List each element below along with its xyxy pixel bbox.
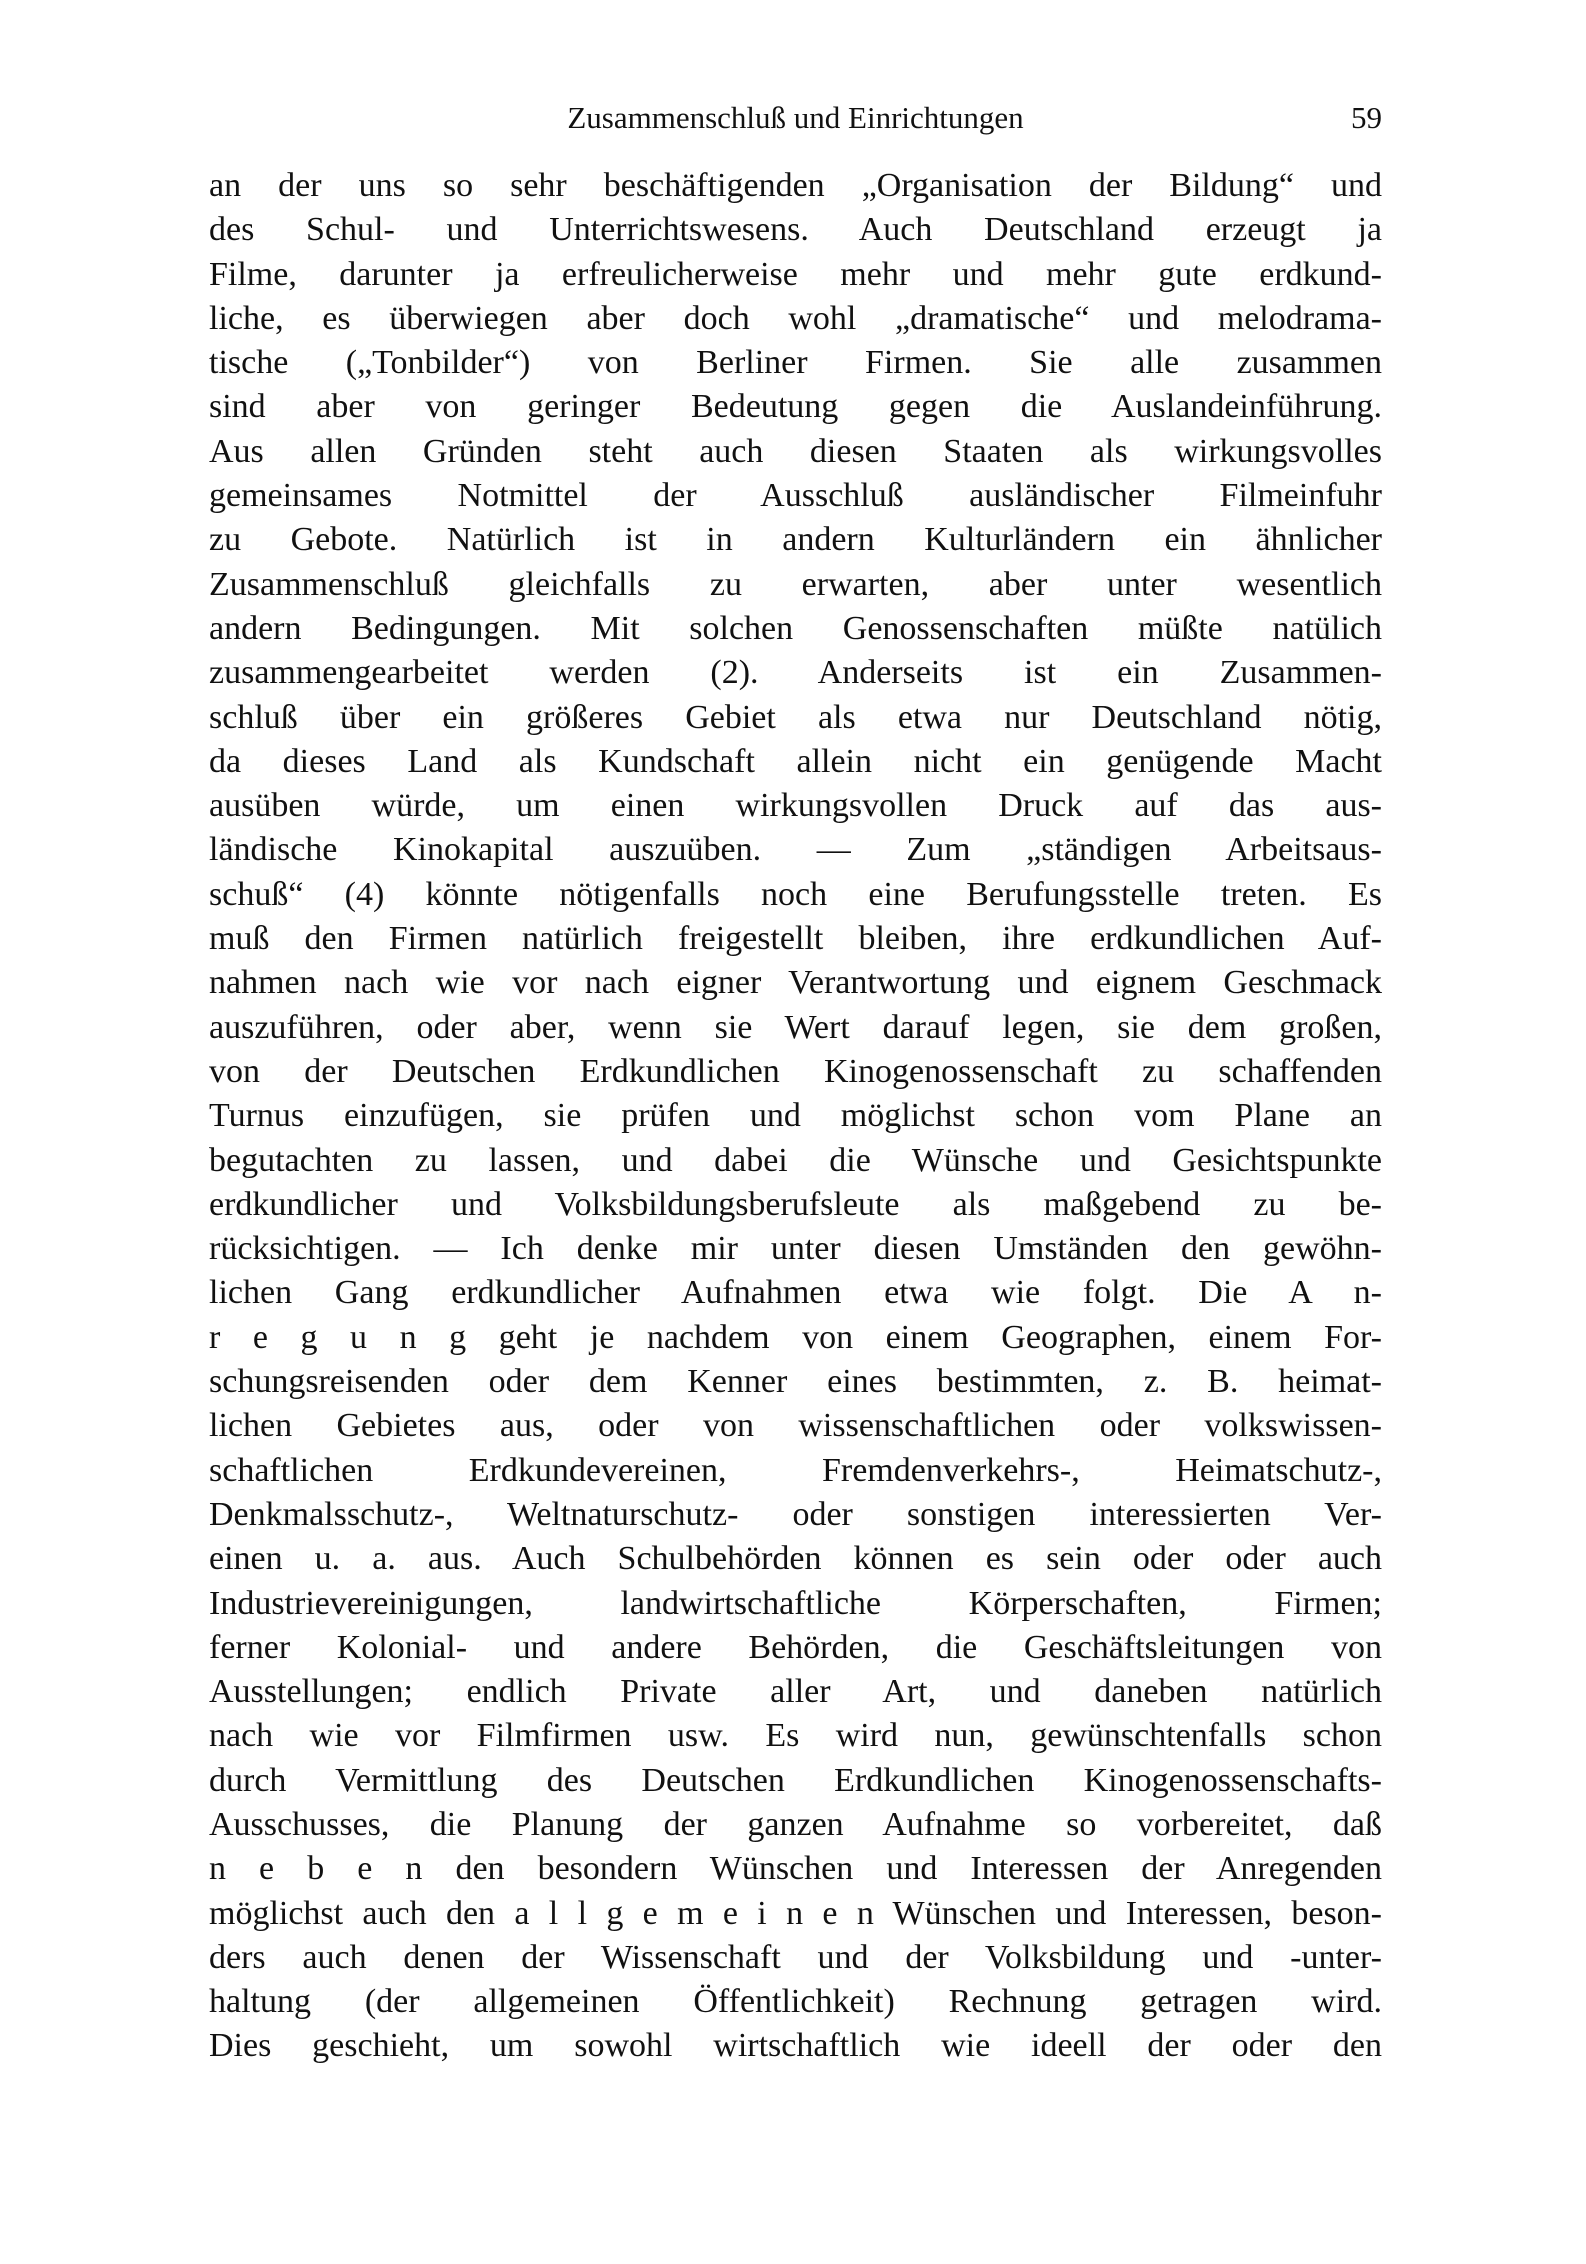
text-line: Turnus einzufügen, sie prüfen und möglichst schon vom Plane an (209, 1097, 1382, 1135)
running-title: Zusammenschluß und Einrichtungen (567, 100, 1024, 135)
text-line: auszuführen, oder aber, wenn sie Wert darauf legen, sie dem großen, (209, 1008, 1382, 1046)
text-line: sind aber von geringer Bedeutung gegen die Auslandeinführung. (209, 388, 1382, 426)
text-line: von der Deutschen Erdkundlichen Kinogenossenschaft zu schaffenden (209, 1052, 1382, 1090)
text-line: liche, es überwiegen aber doch wohl „dramatische“ und melodrama- (209, 299, 1382, 337)
text-line: nach wie vor Filmfirmen usw. Es wird nun, gewünschtenfalls schon (209, 1717, 1382, 1755)
page-header (209, 100, 1382, 144)
text-line: Dies geschieht, um sowohl wirtschaftlich wie ideell der oder den (209, 2027, 1382, 2065)
text-line: r e g u n g geht je nachdem von einem Geographen, einem For- (209, 1318, 1382, 1356)
text-line: muß den Firmen natürlich freigestellt bleiben, ihre erdkundlichen Auf- (209, 920, 1382, 958)
text-line: zu Gebote. Natürlich ist in andern Kulturländern ein ähnlicher (209, 521, 1382, 559)
text-line: lichen Gang erdkundlicher Aufnahmen etwa wie folgt. Die A n- (209, 1274, 1382, 1312)
text-line: ferner Kolonial- und andere Behörden, die Geschäftsleitungen von (209, 1628, 1382, 1666)
text-line: Aus allen Gründen steht auch diesen Staaten als wirkungsvolles (209, 432, 1382, 470)
text-line: Zusammenschluß gleichfalls zu erwarten, aber unter wesentlich (209, 565, 1382, 603)
text-line: schluß über ein größeres Gebiet als etwa nur Deutschland nötig, (209, 698, 1382, 736)
text-line: möglichst auch den a l l g e m e i n e n Wünschen und Interessen, beson- (209, 1894, 1382, 1932)
text-line: schungsreisenden oder dem Kenner eines bestimmten, z. B. heimat- (209, 1363, 1382, 1401)
text-line: andern Bedingungen. Mit solchen Genossenschaften müßte natülich (209, 609, 1382, 647)
text-line: schaftlichen Erdkundevereinen, Fremdenverkehrs-, Heimatschutz-, (209, 1451, 1382, 1489)
text-line: rücksichtigen. — Ich denke mir unter diesen Umständen den gewöhn- (209, 1230, 1382, 1268)
text-line: ländische Kinokapital auszuüben. — Zum „ständigen Arbeitsaus- (209, 831, 1382, 869)
text-line: begutachten zu lassen, und dabei die Wünsche und Gesichtspunkte (209, 1141, 1382, 1179)
text-line: Ausschusses, die Planung der ganzen Aufnahme so vorbereitet, daß (209, 1805, 1382, 1843)
text-line: tische („Tonbilder“) von Berliner Firmen. Sie alle zusammen (209, 344, 1382, 382)
text-line: schuß“ (4) könnte nötigenfalls noch eine Berufungsstelle treten. Es (209, 875, 1382, 913)
text-line: ausüben würde, um einen wirkungsvollen Druck auf das aus- (209, 787, 1382, 825)
text-line: ders auch denen der Wissenschaft und der Volksbildung und -unter- (209, 1938, 1382, 1976)
text-line: einen u. a. aus. Auch Schulbehörden können es sein oder oder auch (209, 1540, 1382, 1578)
text-line: nahmen nach wie vor nach eigner Verantwortung und eignem Geschmack (209, 964, 1382, 1002)
page-number: 59 (1351, 100, 1382, 135)
text-line: durch Vermittlung des Deutschen Erdkundlichen Kinogenossenschafts- (209, 1761, 1382, 1799)
text-line: haltung (der allgemeinen Öffentlichkeit) Rechnung getragen wird. (209, 1983, 1382, 2021)
text-line: lichen Gebietes aus, oder von wissenschaftlichen oder volkswissen- (209, 1407, 1382, 1445)
text-line: zusammengearbeitet werden (2). Anderseits ist ein Zusammen- (209, 654, 1382, 692)
body-text (209, 164, 1382, 2069)
text-line: Ausstellungen; endlich Private aller Art, und daneben natürlich (209, 1673, 1382, 1711)
text-line: erdkundlicher und Volksbildungsberufsleute als maßgebend zu be- (209, 1185, 1382, 1223)
text-line: Denkmalsschutz-, Weltnaturschutz- oder sonstigen interessierten Ver- (209, 1495, 1382, 1533)
text-line: an der uns so sehr beschäftigenden „Organisation der Bildung“ und (209, 167, 1382, 204)
text-line: gemeinsames Notmittel der Ausschluß ausländischer Filmeinfuhr (209, 477, 1382, 515)
text-line: Industrievereinigungen, landwirtschaftliche Körperschaften, Firmen; (209, 1584, 1382, 1622)
text-line: Filme, darunter ja erfreulicherweise mehr und mehr gute erdkund- (209, 255, 1382, 293)
text-line: n e b e n den besondern Wünschen und Interessen der Anregenden (209, 1850, 1382, 1888)
text-line: des Schul- und Unterrichtswesens. Auch Deutschland erzeugt ja (209, 211, 1382, 249)
text-line: da dieses Land als Kundschaft allein nicht ein genügende Macht (209, 742, 1382, 780)
